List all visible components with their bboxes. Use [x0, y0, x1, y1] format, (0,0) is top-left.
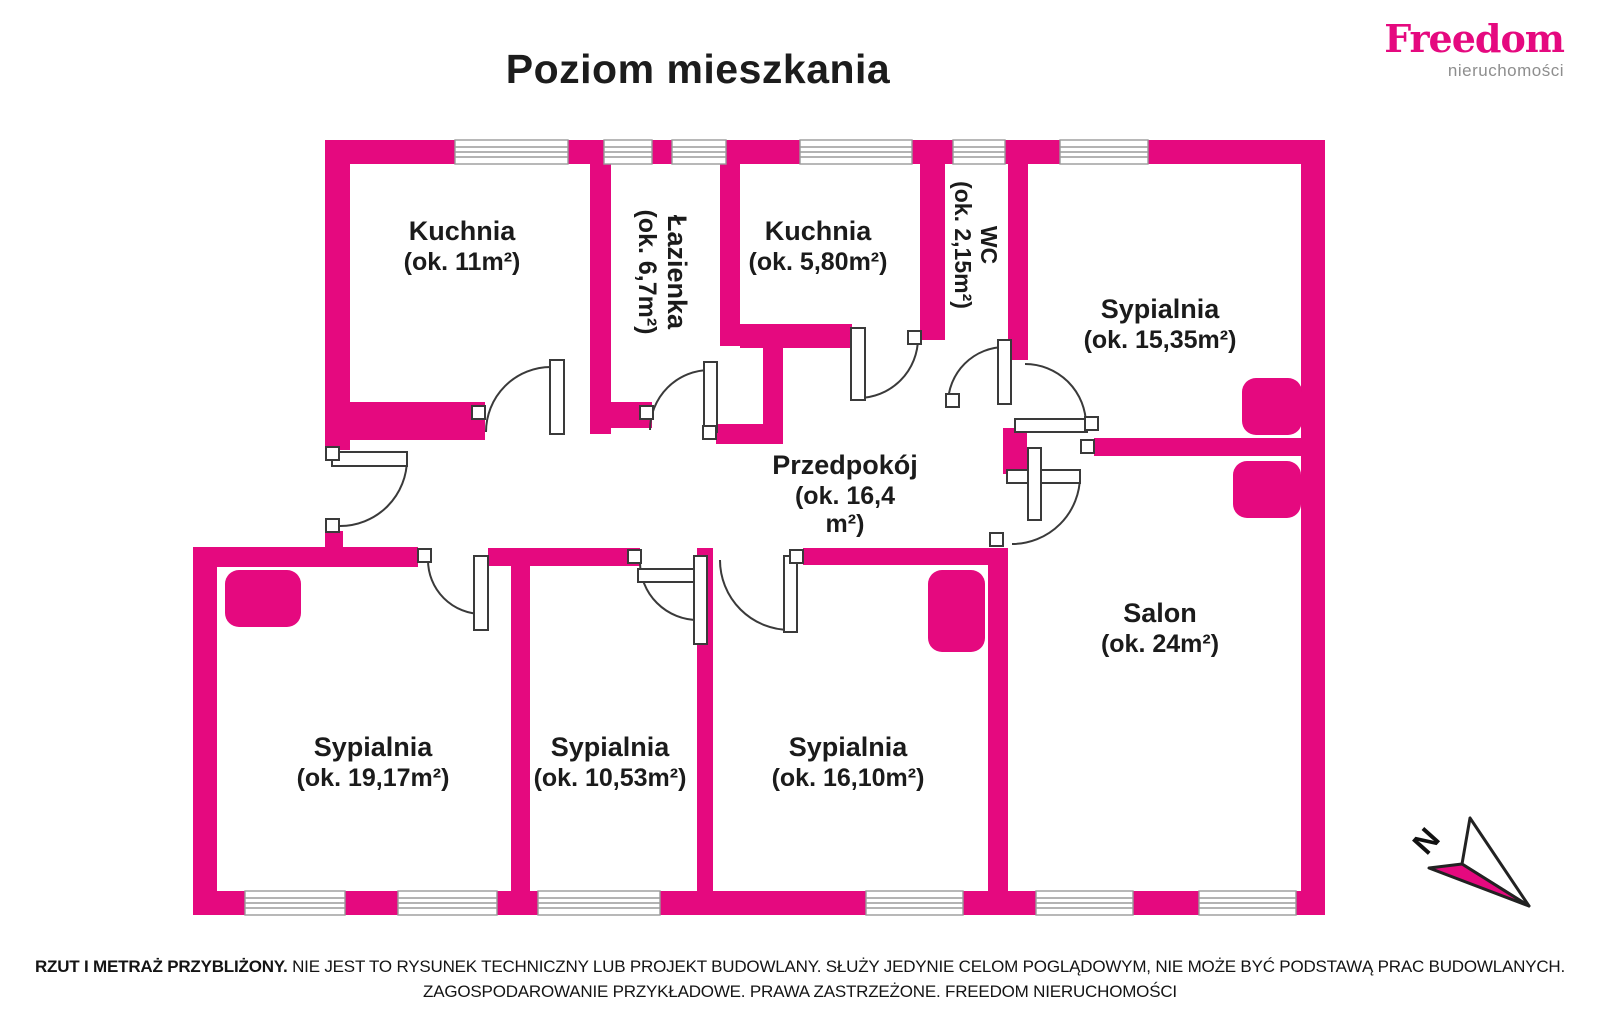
- radiator: [225, 570, 301, 627]
- room-label-sypialnia-1053: [534, 732, 687, 792]
- svg-text:Sypialnia: Sypialnia: [788, 732, 908, 762]
- svg-text:Kuchnia: Kuchnia: [408, 216, 516, 246]
- brand-logo-subtitle: nieruchomości: [1447, 61, 1564, 80]
- svg-text:Przedpokój: Przedpokój: [772, 450, 918, 480]
- svg-text:(ok. 2,15m²): (ok. 2,15m²): [950, 181, 976, 309]
- svg-text:Sypialnia: Sypialnia: [1100, 294, 1220, 324]
- brand-logo-name: Freedom: [1384, 16, 1564, 61]
- svg-text:(ok. 10,53m²): (ok. 10,53m²): [533, 764, 687, 792]
- svg-text:Sypialnia: Sypialnia: [550, 732, 670, 762]
- radiator: [1233, 461, 1301, 518]
- svg-text:(ok. 5,80m²): (ok. 5,80m²): [748, 248, 888, 276]
- room-label-kuchnia-580: [749, 216, 888, 276]
- room-label-kuchnia-11: [404, 216, 521, 276]
- svg-text:Kuchnia: Kuchnia: [764, 216, 872, 246]
- window: [866, 891, 963, 915]
- svg-text:(ok. 16,4: (ok. 16,4: [794, 482, 896, 510]
- disclaimer: [0, 954, 1600, 1004]
- window: [953, 140, 1005, 164]
- window: [604, 140, 652, 164]
- svg-text:(ok. 6,7m²): (ok. 6,7m²): [633, 209, 661, 335]
- svg-text:(ok. 11m²): (ok. 11m²): [403, 248, 521, 276]
- svg-text:Sypialnia: Sypialnia: [313, 732, 433, 762]
- window: [800, 140, 912, 164]
- north-arrow-icon: [1406, 818, 1529, 906]
- page-title: Poziom mieszkania: [505, 46, 891, 92]
- room-label-lazienka: [633, 209, 692, 334]
- svg-text:(ok. 19,17m²): (ok. 19,17m²): [296, 764, 450, 792]
- window: [398, 891, 497, 915]
- svg-text:m²): m²): [825, 510, 865, 538]
- window: [672, 140, 726, 164]
- disclaimer-line-1: RZUT I METRAŻ PRZYBLIŻONY. NIE JEST TO RYSUNEK TECHNICZNY LUB PROJEKT BUDOWLANY. SŁUŻY JEDYNIE CELOM POGLĄDOWYM, NIE MOŻE BYĆ PODSTAWĄ PRAC BUDOWLANYCH.: [34, 957, 1566, 976]
- north-label: N: [1405, 820, 1447, 862]
- room-label-wc: [950, 181, 1002, 309]
- room-labels: [297, 181, 1237, 792]
- disclaimer-line-2: ZAGOSPODAROWANIE PRZYKŁADOWE. PRAWA ZASTRZEŻONE. FREEDOM NIERUCHOMOŚCI: [423, 982, 1177, 1001]
- room-label-sypialnia-1610: [772, 732, 925, 792]
- room-label-sypialnia-1535: [1084, 294, 1237, 354]
- svg-text:(ok. 24m²): (ok. 24m²): [1100, 630, 1220, 658]
- window: [538, 891, 660, 915]
- svg-text:WC: WC: [976, 225, 1002, 265]
- window: [1036, 891, 1133, 915]
- svg-text:(ok. 16,10m²): (ok. 16,10m²): [771, 764, 925, 792]
- radiator: [1242, 378, 1302, 435]
- window: [455, 140, 568, 164]
- window: [245, 891, 345, 915]
- svg-text:Salon: Salon: [1123, 598, 1197, 628]
- room-label-sypialnia-1917: [297, 732, 450, 792]
- room-label-przedpokoj: [772, 450, 918, 538]
- svg-text:(ok. 15,35m²): (ok. 15,35m²): [1083, 326, 1237, 354]
- window: [1199, 891, 1296, 915]
- window: [1060, 140, 1148, 164]
- room-label-salon: [1101, 598, 1219, 658]
- svg-text:Łazienka: Łazienka: [662, 214, 692, 330]
- radiator: [928, 570, 985, 652]
